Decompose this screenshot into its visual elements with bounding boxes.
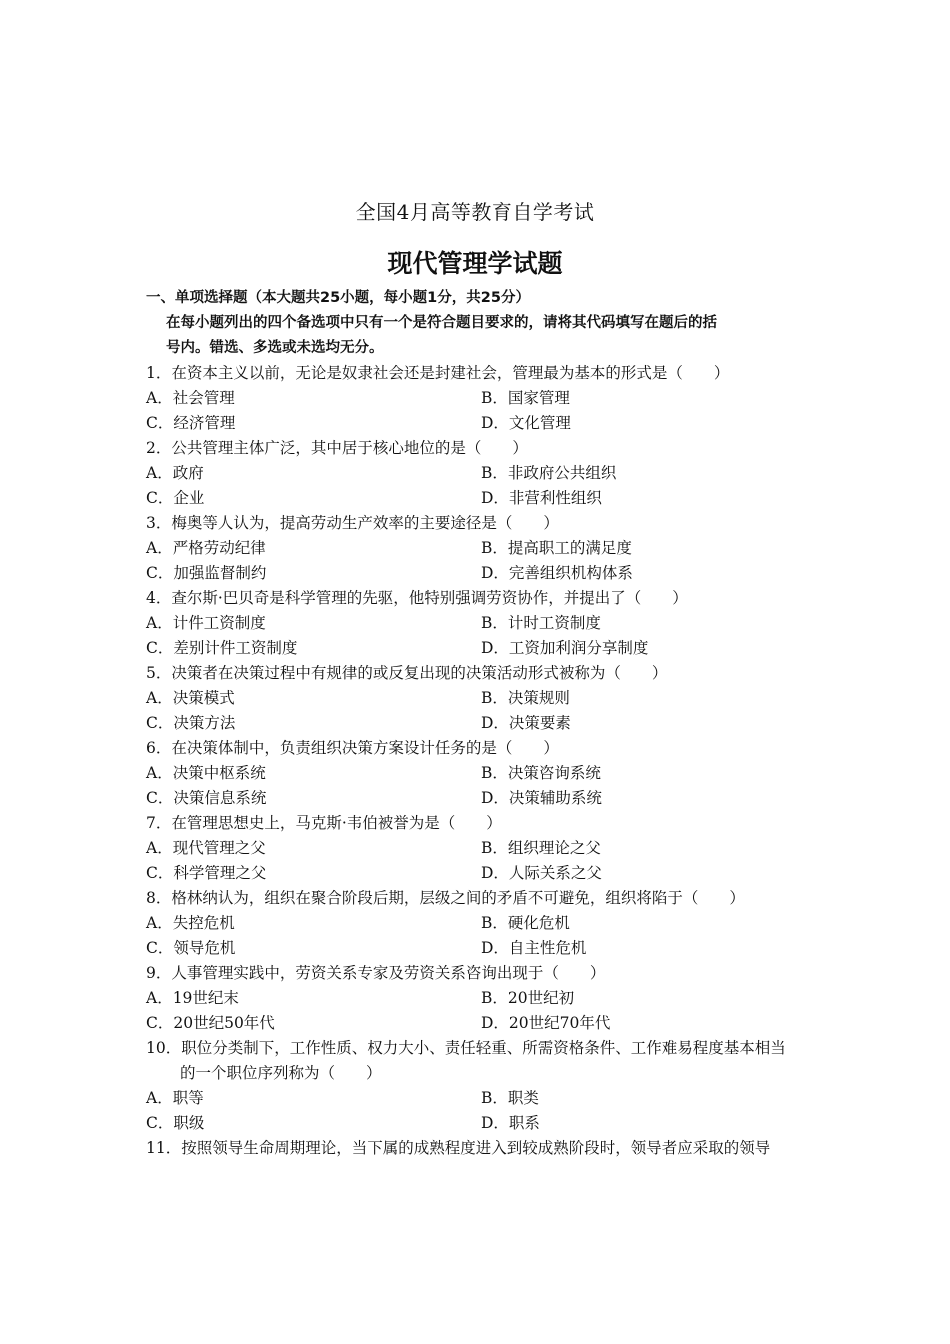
option-c: C．科学管理之父 bbox=[146, 864, 267, 882]
option-d: D．人际关系之父 bbox=[481, 864, 602, 882]
option-c: C．职级 bbox=[146, 1114, 205, 1132]
exam-content bbox=[146, 286, 816, 1161]
question-6 bbox=[146, 736, 816, 811]
question-stem: 6．在决策体制中，负责组织决策方案设计任务的是（ ） bbox=[146, 739, 559, 757]
option-b: B．决策咨询系统 bbox=[481, 764, 601, 782]
option-c: C．差别计件工资制度 bbox=[146, 639, 298, 657]
question-stem: 8．格林纳认为，组织在聚合阶段后期，层级之间的矛盾不可避免，组织将陷于（ ） bbox=[146, 889, 745, 907]
option-d: D．文化管理 bbox=[481, 414, 571, 432]
question-stem-line1: 11．按照领导生命周期理论，当下属的成熟程度进入到较成熟阶段时，领导者应采取的领导 bbox=[146, 1139, 771, 1157]
option-d: D．决策要素 bbox=[481, 714, 571, 732]
option-d: D．20世纪70年代 bbox=[481, 1014, 611, 1032]
question-3 bbox=[146, 511, 816, 586]
option-a: A．职等 bbox=[146, 1089, 204, 1107]
option-a: A．决策模式 bbox=[146, 689, 235, 707]
option-a: A．19世纪末 bbox=[146, 989, 239, 1007]
question-stem: 7．在管理思想史上，马克斯·韦伯被誉为是（ ） bbox=[146, 814, 502, 832]
question-11 bbox=[146, 1136, 816, 1161]
option-b: B．硬化危机 bbox=[481, 914, 570, 932]
option-a: A．现代管理之父 bbox=[146, 839, 266, 857]
option-c: C．20世纪50年代 bbox=[146, 1014, 275, 1032]
section-instruction-line1: 在每小题列出的四个备选项中只有一个是符合题目要求的，请将其代码填写在题后的括 bbox=[166, 315, 717, 331]
option-c: C．领导危机 bbox=[146, 939, 236, 957]
option-d: D．非营利性组织 bbox=[481, 489, 602, 507]
question-stem: 1．在资本主义以前，无论是奴隶社会还是封建社会，管理最为基本的形式是（ ） bbox=[146, 364, 730, 382]
section-heading: 一、单项选择题（本大题共25小题，每小题1分，共25分） bbox=[146, 290, 530, 306]
option-b: B．计时工资制度 bbox=[481, 614, 601, 632]
option-c: C．企业 bbox=[146, 489, 205, 507]
option-a: A．政府 bbox=[146, 464, 204, 482]
question-stem: 2．公共管理主体广泛，其中居于核心地位的是（ ） bbox=[146, 439, 528, 457]
option-d: D．完善组织机构体系 bbox=[481, 564, 633, 582]
question-stem: 5．决策者在决策过程中有规律的或反复出现的决策活动形式被称为（ ） bbox=[146, 664, 668, 682]
question-stem: 3．梅奥等人认为，提高劳动生产效率的主要途径是（ ） bbox=[146, 514, 559, 532]
option-c: C．决策方法 bbox=[146, 714, 236, 732]
option-b: B．职类 bbox=[481, 1089, 539, 1107]
option-a: A．决策中枢系统 bbox=[146, 764, 266, 782]
option-d: D．职系 bbox=[481, 1114, 540, 1132]
exam-title: 现代管理学试题 bbox=[387, 249, 563, 278]
question-stem: 4．查尔斯·巴贝奇是科学管理的先驱，他特别强调劳资协作，并提出了（ ） bbox=[146, 589, 688, 607]
option-d: D．决策辅助系统 bbox=[481, 789, 602, 807]
option-d: D．自主性危机 bbox=[481, 939, 587, 957]
question-8 bbox=[146, 886, 816, 961]
option-c: C．决策信息系统 bbox=[146, 789, 267, 807]
question-stem: 9．人事管理实践中，劳资关系专家及劳资关系咨询出现于（ ） bbox=[146, 964, 606, 982]
option-a: A．严格劳动纪律 bbox=[146, 539, 266, 557]
option-b: B．国家管理 bbox=[481, 389, 570, 407]
question-2 bbox=[146, 436, 816, 511]
option-b: B．非政府公共组织 bbox=[481, 464, 617, 482]
option-d: D．工资加利润分享制度 bbox=[481, 639, 649, 657]
question-9 bbox=[146, 961, 816, 1036]
question-stem-line2: 的一个职位序列称为（ ） bbox=[180, 1064, 382, 1082]
option-a: A．计件工资制度 bbox=[146, 614, 266, 632]
option-c: C．经济管理 bbox=[146, 414, 236, 432]
question-5 bbox=[146, 661, 816, 736]
question-stem-line1: 10．职位分类制下，工作性质、权力大小、责任轻重、所需资格条件、工作难易程度基本相当 bbox=[146, 1039, 786, 1057]
question-1 bbox=[146, 361, 816, 436]
option-b: B．20世纪初 bbox=[481, 989, 575, 1007]
exam-subtitle: 全国4月高等教育自学考试 bbox=[355, 200, 595, 224]
option-b: B．决策规则 bbox=[481, 689, 570, 707]
option-c: C．加强监督制约 bbox=[146, 564, 267, 582]
question-10 bbox=[146, 1036, 816, 1136]
option-b: B．提高职工的满足度 bbox=[481, 539, 632, 557]
option-a: A．社会管理 bbox=[146, 389, 235, 407]
section-instruction-line2: 号内。错选、多选或未选均无分。 bbox=[166, 340, 384, 356]
question-4 bbox=[146, 586, 816, 661]
option-a: A．失控危机 bbox=[146, 914, 235, 932]
question-7 bbox=[146, 811, 816, 886]
option-b: B．组织理论之父 bbox=[481, 839, 601, 857]
